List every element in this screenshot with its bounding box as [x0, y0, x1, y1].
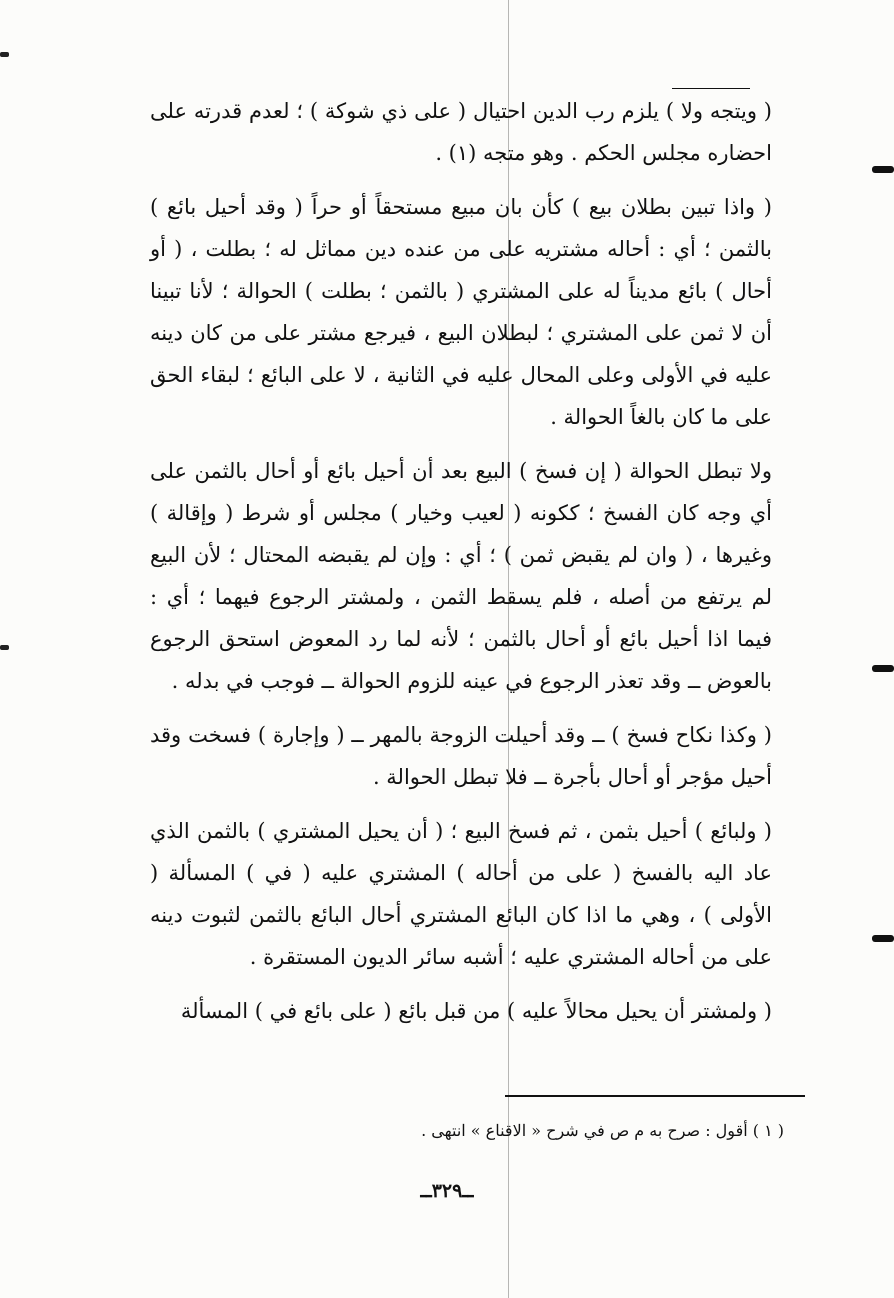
footnote: ( ١ ) أقول : صرح به م ص في شرح « الاقناع » انتهى . [421, 1121, 784, 1140]
main-text [150, 90, 772, 1032]
paragraph-6: ( ولمشتر أن يحيل محالاً عليه ) من قبل بائع ( على بائع في ) المسألة [180, 999, 772, 1023]
paragraph-4: ( وكذا نكاح فسخ ) ــ وقد أحيلت الزوجة بالمهر ــ ( وإجارة ) فسخت وقد أحيل مؤجر أو أحال بأجرة ــ فلا تبطل الحوالة . [150, 723, 772, 789]
paragraph-1: ( ويتجه ولا ) يلزم رب الدين احتيال ( على ذي شوكة ) ؛ لعدم قدرته على احضاره مجلس الحكم . وهو متجه (١) . [150, 99, 772, 165]
paragraph-3: ولا تبطل الحوالة ( إن فسخ ) البيع بعد أن أحيل بائع أو أحال بالثمن على أي وجه كان الفسخ ؛ ككونه ( لعيب وخيار ) مجلس أو شرط ( وإقالة ) وغيرها ، ( وان لم يقبض ثمن ) ؛ أي : وإن لم يقبضه المحتال ؛ لأن البيع لم يرتفع من أصله ، فلم يسقط الثمن ، ولمشتر الرجوع فيهما ؛ أي : فيما اذا أحيل بائع أو أحال بالثمن ؛ لأنه لما رد المعوض استحق الرجوع بالعوض ــ وقد تعذر الرجوع في عينه للزوم الحوالة ــ فوجب في بدله . [150, 459, 772, 693]
paragraph-2: ( واذا تبين بطلان بيع ) كأن بان مبيع مستحقاً أو حراً ( وقد أحيل بائع ) بالثمن ؛ أي : أحاله مشتريه على من عنده دين مماثل له ؛ بطلت ، ( أو أحال ) بائع مديناً له على المشتري ( بالثمن ؛ بطلت ) الحوالة ؛ لأنا تبينا أن لا ثمن على المشتري ؛ لبطلان البيع ، فيرجع مشتر على من كان دينه عليه في الأولى وعلى المحال عليه في الثانية ، لا على البائع ؛ لبقاء الحق على ما كان بالغاً الحوالة . [150, 195, 772, 429]
edge-mark [872, 665, 894, 672]
footnote-divider [505, 1095, 805, 1097]
edge-mark [0, 52, 9, 57]
text-overline [672, 88, 750, 89]
page-number: ــ٣٢٩ــ [420, 1180, 474, 1202]
paragraph-5: ( ولبائع ) أحيل بثمن ، ثم فسخ البيع ؛ ( أن يحيل المشتري ) بالثمن الذي عاد اليه بالفسخ ( على من أحاله ) المشتري عليه ( في ) المسألة ( الأولى ) ، وهي ما اذا كان البائع المشتري أحال البائع بالثمن لثبوت دينه على من أحاله المشتري عليه ؛ أشبه سائر الديون المستقرة . [150, 819, 772, 969]
edge-mark [872, 166, 894, 173]
edge-mark [872, 935, 894, 942]
edge-mark [0, 645, 9, 650]
